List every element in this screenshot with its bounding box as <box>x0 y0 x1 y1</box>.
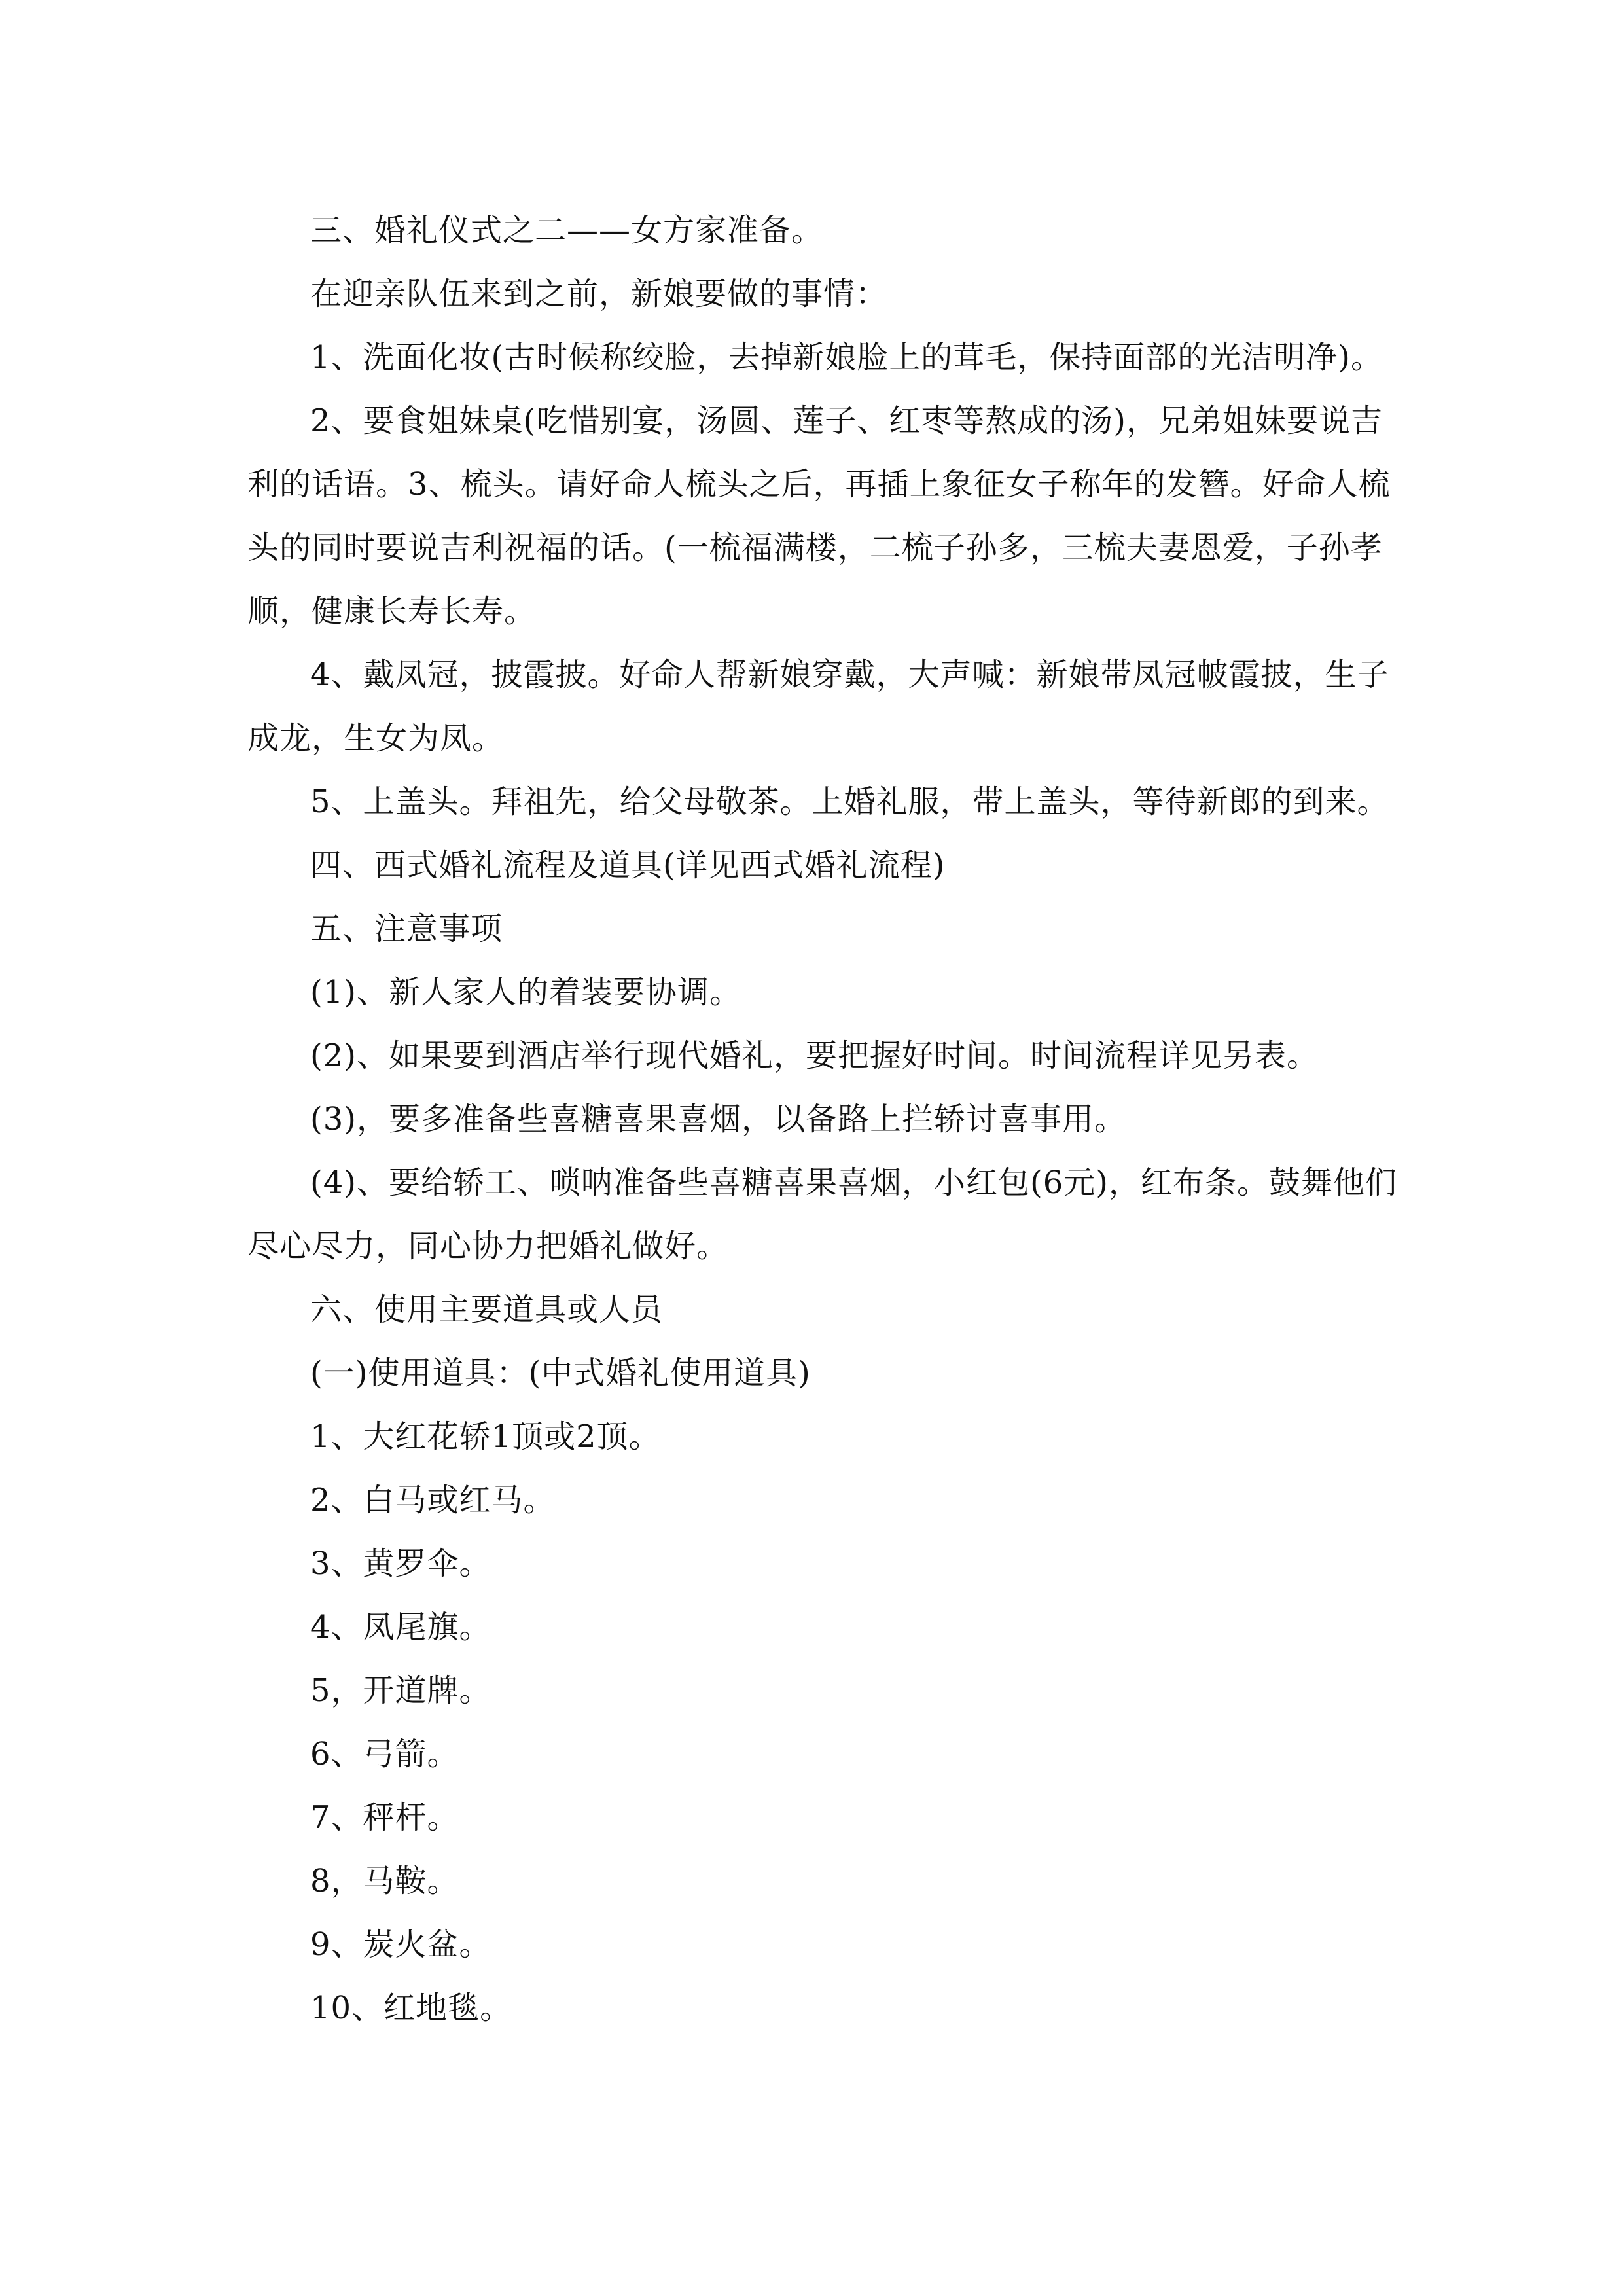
note-item-4: (4)、要给轿工、唢呐准备些喜糖喜果喜烟，小红包(6元)，红布条。鼓舞他们尽心尽力，同心协力把婚礼做好。 <box>247 1164 1397 1265</box>
prop-item-3: 3、黄罗伞。 <box>310 1545 491 1582</box>
list-item-2: 2、要食姐妹桌(吃惜别宴，汤圆、莲子、红枣等熬成的汤)，兄弟姐妹要说吉利的话语。3、梳头。请好命人梳头之后，再插上象征女子称年的发簪。好命人梳头的同时要说吉利祝福的话。(一梳福满楼，二梳子孙多，三梳夫妻恩爱，子孙孝顺，健康长寿长寿。 <box>247 403 1391 630</box>
note-item-1: (1)、新人家人的着装要协调。 <box>310 974 741 1011</box>
note-item-2: (2)、如果要到酒店举行现代婚礼，要把握好时间。时间流程详见另表。 <box>310 1037 1319 1074</box>
section-heading-4: 四、西式婚礼流程及道具(详见西式婚礼流程) <box>310 847 946 884</box>
list-item-4: 4、戴凤冠，披霞披。好命人帮新娘穿戴，大声喊：新娘带凤冠帔霞披，生子成龙，生女为凤。 <box>247 656 1389 757</box>
section-heading-3: 三、婚礼仪式之二——女方家准备。 <box>310 212 824 249</box>
prop-item-7: 7、秤杆。 <box>310 1799 459 1836</box>
paragraph-intro: 在迎亲队伍来到之前，新娘要做的事情： <box>310 276 888 312</box>
subsection-heading-props: (一)使用道具：(中式婚礼使用道具) <box>310 1355 811 1391</box>
prop-item-9: 9、炭火盆。 <box>310 1926 491 1963</box>
prop-item-1: 1、大红花轿1顶或2顶。 <box>310 1418 661 1455</box>
section-heading-6: 六、使用主要道具或人员 <box>310 1291 664 1328</box>
prop-item-2: 2、白马或红马。 <box>310 1482 556 1518</box>
list-item-5: 5、上盖头。拜祖先，给父母敬茶。上婚礼服，带上盖头，等待新郎的到来。 <box>310 783 1389 820</box>
list-item-1: 1、洗面化妆(古时候称绞脸，去掉新娘脸上的茸毛，保持面部的光洁明净)。 <box>310 339 1383 376</box>
prop-item-6: 6、弓箭。 <box>310 1736 459 1772</box>
prop-item-8: 8，马鞍。 <box>310 1863 459 1899</box>
note-item-3: (3)，要多准备些喜糖喜果喜烟，以备路上拦轿讨喜事用。 <box>310 1101 1126 1138</box>
document-body <box>247 199 1399 2040</box>
prop-item-5: 5，开道牌。 <box>310 1672 491 1709</box>
prop-item-4: 4、凤尾旗。 <box>310 1609 491 1645</box>
section-heading-5: 五、注意事项 <box>310 910 503 947</box>
prop-item-10: 10、红地毯。 <box>310 1990 512 2026</box>
